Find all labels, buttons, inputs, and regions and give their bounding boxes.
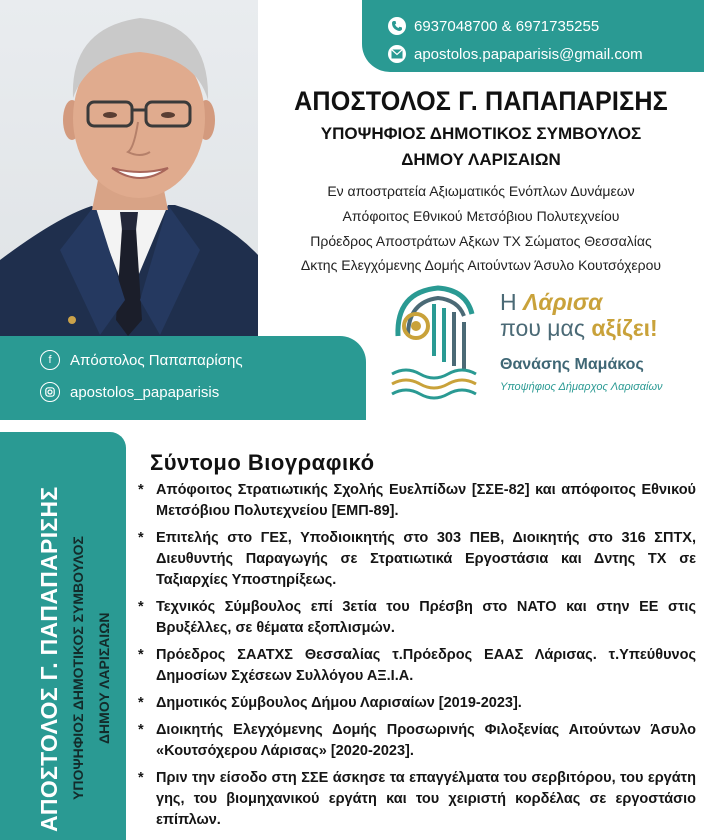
sidebar-name: ΑΠΟΣΤΟΛΟΣ Γ. ΠΑΠΑΠΑΡΙΣΗΣ bbox=[36, 486, 62, 832]
phone-icon bbox=[388, 17, 406, 35]
email-link[interactable]: apostolos.papaparisis@gmail.com bbox=[414, 45, 643, 63]
candidate-title-line2: ΔΗΜΟΥ ΛΑΡΙΣΑΙΩΝ bbox=[401, 150, 561, 169]
description-line: Πρόεδρος Αποστράτων Αξκων ΤΧ Σώματος Θεσσαλίας bbox=[310, 233, 652, 249]
mayor-candidate-name: Θανάσης Μαμάκος bbox=[500, 356, 644, 373]
bio-item: * Διοικητής Ελεγχόμενης Δομής Προσωρινής Φιλοξενίας Αιτούντων Άσυλο «Κουτσόχερου Λάρισας» [2020-2023]. bbox=[136, 720, 696, 762]
description-line: Δκτης Ελεγχόμενης Δομής Αιτούντων Άσυλο Κουτσόχερου bbox=[300, 257, 662, 273]
bio-heading: Σύντομο Βιογραφικό bbox=[150, 450, 375, 475]
instagram-icon bbox=[40, 382, 60, 402]
campaign-logo-icon bbox=[386, 282, 480, 400]
social-band bbox=[0, 336, 366, 420]
instagram-link[interactable]: apostolos_papaparisis bbox=[70, 383, 220, 401]
campaign-slogan-line2: που μας αξίζει! bbox=[500, 315, 658, 341]
description-line: Εν αποστρατεία Αξιωματικός Ενόπλων Δυνάμεων bbox=[327, 183, 635, 199]
phone-link[interactable]: 6937048700 & 6971735255 bbox=[414, 17, 600, 35]
bio-item: * Απόφοιτος Στρατιωτικής Σχολής Ευελπίδων [ΣΣΕ-82] και απόφοιτος Εθνικού Μετσόβιου Πολυτεχνείου [ΕΜΠ-89]. bbox=[136, 480, 696, 522]
description-line: Απόφοιτος Εθνικού Μετσόβιου Πολυτεχνείου bbox=[342, 208, 620, 224]
facebook-link[interactable]: Απόστολος Παπαπαρίσης bbox=[70, 351, 243, 369]
campaign-slogan-line1: Η Λάρισα bbox=[500, 289, 603, 315]
candidate-title-line1: ΥΠΟΨΗΦΙΟΣ ΔΗΜΟΤΙΚΟΣ ΣΥΜΒΟΥΛΟΣ bbox=[320, 124, 642, 143]
portrait-illustration bbox=[0, 0, 258, 336]
instagram-row bbox=[40, 382, 219, 402]
bio-item: * Δημοτικός Σύμβουλος Δήμου Λαρισαίων [2019-2023]. bbox=[136, 693, 696, 714]
mayor-candidate-role: Υποψήφιος Δήμαρχος Λαρισαίων bbox=[500, 381, 663, 393]
facebook-row bbox=[40, 350, 243, 370]
contact-box bbox=[362, 0, 704, 72]
phone-row bbox=[388, 17, 599, 35]
bio-item: * Επιτελής στο ΓΕΣ, Υποδιοικητής στο 303 ΠΕΒ, Διοικητής στο 316 ΣΠΤΧ, Διευθυντής Παραγωγής σε Στρατιωτικά Εργοστάσια και Δντης ΤΧ σε Ταξιαρχίες Υποστηρίξεως. bbox=[136, 528, 696, 591]
sidebar-title-line2: ΔΗΜΟΥ ΛΑΡΙΣΑΙΩΝ bbox=[96, 612, 112, 744]
candidate-photo bbox=[0, 0, 258, 336]
candidate-name-heading: ΑΠΟΣΤΟΛΟΣ Γ. ΠΑΠΑΠΑΡΙΣΗΣ bbox=[294, 86, 668, 116]
email-row bbox=[388, 45, 643, 63]
bio-item: * Πριν την είσοδο στη ΣΣΕ άσκησε τα επαγγέλματα του σερβιτόρου, του εργάτη γης, του βιομηχανικού εργάτη και του χειριστή κορδέλας σε εργοστάσιο επίπλων. bbox=[136, 768, 696, 831]
sidebar-title-line1: ΥΠΟΨΗΦΙΟΣ ΔΗΜΟΤΙΚΟΣ ΣΥΜΒΟΥΛΟΣ bbox=[70, 536, 86, 800]
bio-item: * Τεχνικός Σύμβουλος επί 3ετία του Πρέσβη στο ΝΑΤΟ και στην ΕΕ στις Βρυξέλλες, σε θέματα εξοπλισμών. bbox=[136, 597, 696, 639]
bio-list bbox=[136, 480, 696, 837]
facebook-icon: f bbox=[40, 350, 60, 370]
envelope-icon bbox=[388, 45, 406, 63]
bio-item: * Πρόεδρος ΣΑΑΤΧΣ Θεσσαλίας τ.Πρόεδρος ΕΑΑΣ Λάρισας. τ.Υπεύθυνος Δημοσίων Σχέσεων Συλλόγου ΑΞ.Ι.Α. bbox=[136, 645, 696, 687]
